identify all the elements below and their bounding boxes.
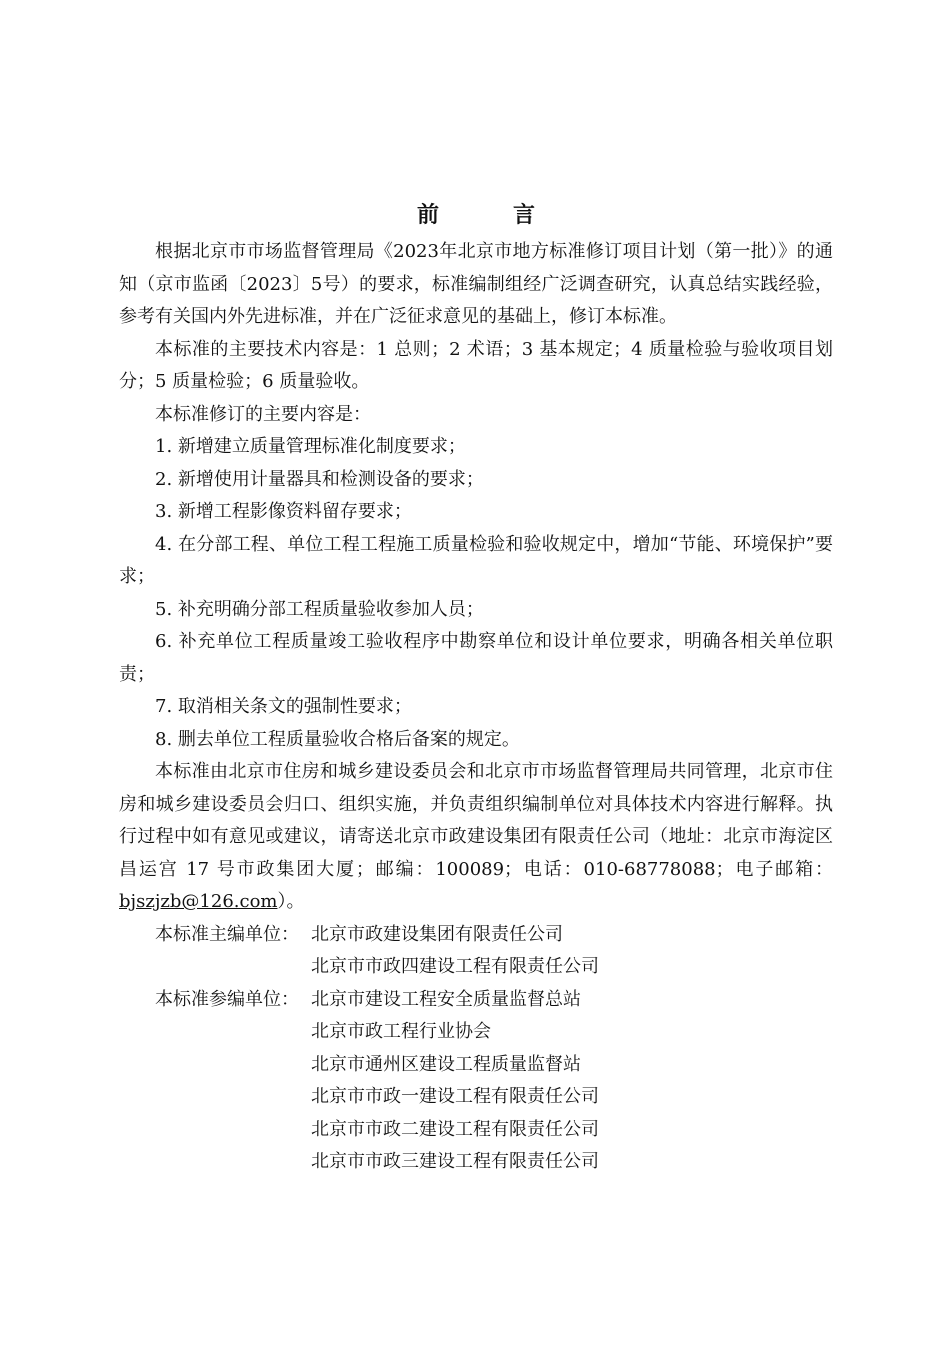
participating-row [119, 1081, 833, 1114]
chief-editor-unit: 北京市市政四建设工程有限责任公司 [311, 956, 599, 977]
revision-intro-paragraph: 本标准修订的主要内容是： [155, 403, 371, 425]
intro-paragraph: 根据北京市市场监督管理局《2023年北京市地方标准修订项目计划（第一批）》的通知（京市监函〔2023〕5号）的要求，标准编制组经广泛调查研究，认真总结实践经验，参考有关国内外先进标准，并在广泛征求意见的基础上，修订本标准。 [119, 241, 833, 327]
participating-label: 本标准参编单位： [155, 988, 299, 1010]
chief-editor-row [119, 919, 833, 952]
chief-editor-unit: 北京市政建设集团有限责任公司 [311, 923, 563, 945]
label-spacer [119, 1081, 311, 1114]
label-spacer [119, 1016, 311, 1049]
main-content-paragraph: 本标准的主要技术内容是：1 总则；2 术语；3 基本规定；4 质量检验与验收项目划分；5 质量检验；6 质量验收。 [119, 338, 833, 392]
participating-unit: 北京市市政二建设工程有限责任公司 [311, 1118, 599, 1140]
participating-row [119, 1114, 833, 1147]
label-spacer [119, 1049, 311, 1082]
participating-row [119, 1049, 833, 1082]
participating-section [119, 984, 833, 1179]
management-paragraph [119, 756, 833, 919]
management-text-end: ）。 [277, 891, 305, 912]
revision-item-8: 8. 删去单位工程质量验收合格后备案的规定。 [155, 728, 520, 750]
label-spacer [119, 951, 311, 984]
participating-row [119, 1016, 833, 1049]
participating-row [119, 984, 833, 1017]
revision-item-7: 7. 取消相关条文的强制性要求； [155, 696, 412, 717]
chief-editor-section [119, 919, 833, 984]
revision-item-6: 6. 补充单位工程质量竣工验收程序中勘察单位和设计单位要求，明确各相关单位职责； [119, 631, 833, 685]
page-title: 前 言 [416, 203, 561, 228]
management-text: 本标准由北京市住房和城乡建设委员会和北京市市场监督管理局共同管理，北京市住房和城乡建设委员会归口、组织实施，并负责组织编制单位对具体技术内容进行解释。执行过程中如有意见或建议，请寄送北京市政建设集团有限责任公司（地址：北京市海淀区昌运宫 17 号市政集团大厦；邮编：100089；电话：010-68778088；电子邮箱： [119, 761, 833, 880]
revision-item-5: 5. 补充明确分部工程质量验收参加人员； [155, 598, 484, 620]
label-spacer [119, 1146, 311, 1179]
participating-row [119, 1146, 833, 1179]
document-page [119, 198, 833, 1179]
chief-editor-row [119, 951, 833, 984]
revision-item-4: 4. 在分部工程、单位工程工程施工质量检验和验收规定中，增加“节能、环境保护”要求； [119, 533, 833, 587]
participating-unit: 北京市市政一建设工程有限责任公司 [311, 1086, 599, 1107]
revision-item-3: 3. 新增工程影像资料留存要求； [155, 501, 412, 522]
chief-editor-label: 本标准主编单位： [155, 923, 299, 945]
label-spacer [119, 1114, 311, 1147]
revision-item-2: 2. 新增使用计量器具和检测设备的要求； [155, 468, 484, 490]
participating-unit: 北京市通州区建设工程质量监督站 [311, 1053, 581, 1075]
contact-email-link[interactable]: bjszjzb@126.com [119, 891, 278, 912]
participating-unit: 北京市市政三建设工程有限责任公司 [311, 1151, 599, 1172]
participating-unit: 北京市政工程行业协会 [311, 1021, 491, 1042]
participating-unit: 北京市建设工程安全质量监督总站 [311, 988, 581, 1010]
revision-item-1: 1. 新增建立质量管理标准化制度要求； [155, 436, 466, 457]
